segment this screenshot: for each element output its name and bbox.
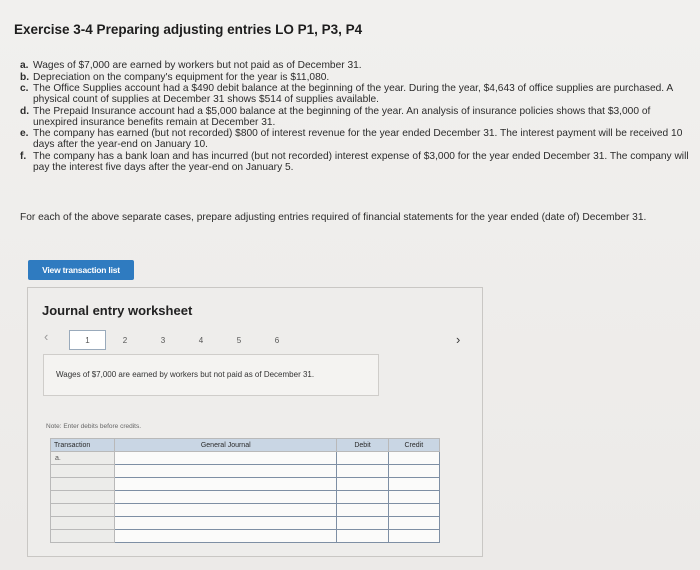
journal-account-input[interactable] — [115, 517, 337, 530]
worksheet-title: Journal entry worksheet — [42, 303, 193, 318]
credit-input[interactable] — [388, 491, 439, 504]
transaction-description-box — [43, 354, 379, 396]
general-journal-column-header: General Journal — [115, 439, 337, 452]
adjustment-items-list — [20, 60, 690, 173]
debit-input[interactable] — [337, 465, 388, 478]
instruction-text: For each of the above separate cases, prepare adjusting entries required of financial statements for the year ended (date of) December 31. — [20, 212, 647, 223]
journal-entry-worksheet — [27, 287, 483, 557]
page-tab-2[interactable]: 2 — [122, 335, 128, 345]
list-item — [20, 151, 690, 173]
debit-column-header: Debit — [337, 439, 388, 452]
item-letter: f. — [20, 150, 27, 162]
page-tab-3[interactable]: 3 — [160, 335, 166, 345]
chevron-left-icon[interactable]: ‹ — [44, 329, 49, 344]
debit-input[interactable] — [337, 491, 388, 504]
exercise-title: Exercise 3-4 Preparing adjusting entries LO P1, P3, P4 — [14, 22, 363, 37]
debit-input[interactable] — [337, 452, 388, 465]
table-row — [51, 491, 440, 504]
journal-account-input[interactable] — [115, 530, 337, 543]
credit-input[interactable] — [388, 504, 439, 517]
debit-input[interactable] — [337, 530, 388, 543]
table-row — [51, 478, 440, 491]
table-row — [51, 452, 440, 465]
journal-table — [50, 438, 440, 543]
list-item — [20, 60, 690, 71]
transaction-cell: a. — [51, 452, 115, 465]
transaction-description: Wages of $7,000 are earned by workers but not paid as of December 31. — [56, 370, 315, 379]
view-transaction-list-button[interactable]: View transaction list — [28, 260, 134, 280]
debit-input[interactable] — [337, 504, 388, 517]
list-item — [20, 72, 690, 83]
journal-account-input[interactable] — [115, 478, 337, 491]
transaction-cell — [51, 517, 115, 530]
transaction-column-header: Transaction — [51, 439, 115, 452]
list-item — [20, 83, 690, 105]
page-tab-4[interactable]: 4 — [198, 335, 204, 345]
item-text: Wages of $7,000 are earned by workers but not paid as of December 31. — [33, 60, 362, 71]
page-tab-1[interactable]: 1 — [69, 330, 106, 350]
item-letter: c. — [20, 83, 29, 94]
item-letter: b. — [20, 71, 30, 83]
credit-input[interactable] — [388, 478, 439, 491]
credit-input[interactable] — [388, 452, 439, 465]
item-letter: d. — [20, 105, 30, 117]
credit-column-header: Credit — [388, 439, 439, 452]
item-text: The Office Supplies account had a $490 debit balance at the beginning of the year. During the year, $4,643 of office supplies are purchased. A physical count of supplies at December 31 shows $514 of supplies available. — [33, 83, 673, 105]
chevron-right-icon[interactable]: › — [456, 332, 461, 347]
journal-account-input[interactable] — [115, 504, 337, 517]
item-text: The Prepaid Insurance account had a $5,000 balance at the beginning of the year. An analysis of insurance policies shows that $3,000 of unexpired insurance benefits remain at December 31. — [33, 105, 651, 128]
item-text: The company has earned (but not recorded) $800 of interest revenue for the year ended December 31. The interest payment will be received 10 days after the year-end on January 10. — [33, 128, 683, 150]
worksheet-pager — [69, 330, 296, 350]
transaction-cell — [51, 491, 115, 504]
table-row — [51, 504, 440, 517]
credit-input[interactable] — [388, 530, 439, 543]
journal-account-input[interactable] — [115, 452, 337, 465]
item-text: The company has a bank loan and has incurred (but not recorded) interest expense of $3,000 for the year ended December 31. The company will pay the interest five days after the year-end on January 5. — [33, 150, 689, 173]
page-tab-6[interactable]: 6 — [274, 335, 280, 345]
table-row — [51, 517, 440, 530]
journal-account-input[interactable] — [115, 491, 337, 504]
transaction-cell — [51, 465, 115, 478]
credit-input[interactable] — [388, 517, 439, 530]
transaction-cell — [51, 530, 115, 543]
debit-input[interactable] — [337, 517, 388, 530]
item-letter: e. — [20, 128, 29, 139]
credit-input[interactable] — [388, 465, 439, 478]
table-row — [51, 530, 440, 543]
list-item — [20, 128, 690, 150]
item-text: Depreciation on the company's equipment for the year is $11,080. — [33, 71, 330, 83]
journal-header-row — [51, 439, 440, 452]
table-row — [51, 465, 440, 478]
transaction-cell — [51, 478, 115, 491]
item-letter: a. — [20, 60, 29, 71]
debit-input[interactable] — [337, 478, 388, 491]
list-item — [20, 106, 690, 128]
transaction-cell — [51, 504, 115, 517]
page-tab-5[interactable]: 5 — [236, 335, 242, 345]
journal-account-input[interactable] — [115, 465, 337, 478]
debits-credits-note: Note: Enter debits before credits. — [46, 423, 142, 430]
